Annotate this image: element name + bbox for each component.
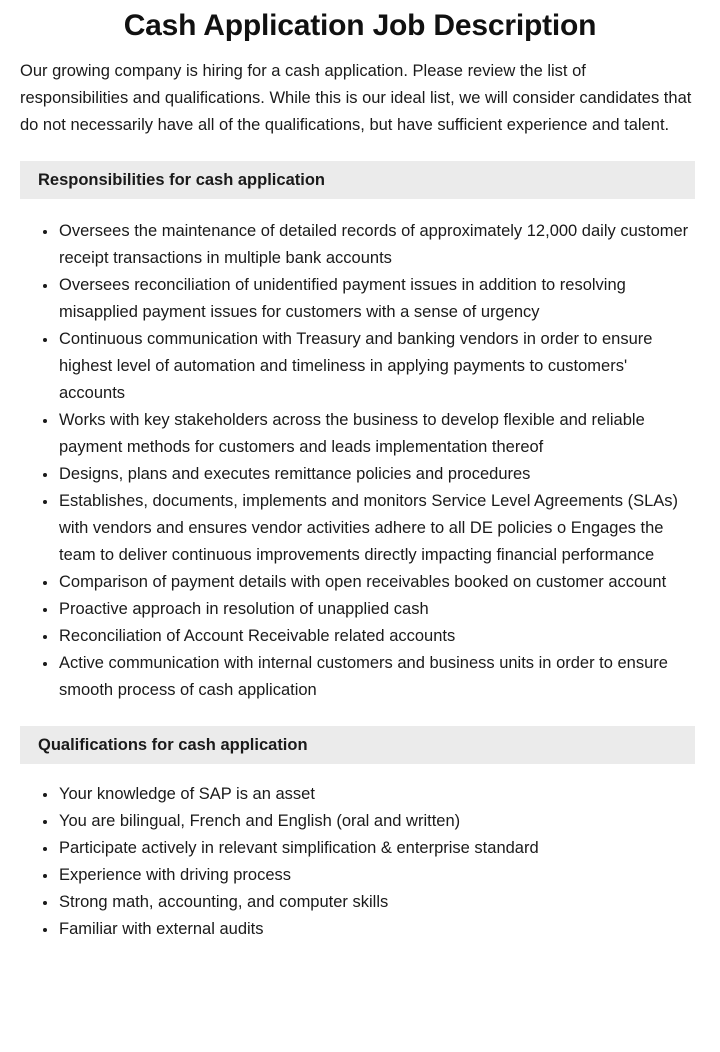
list-item: Works with key stakeholders across the business to develop flexible and reliable payment methods for customers and leads implementation thereof bbox=[0, 407, 720, 461]
qualifications-list bbox=[0, 781, 720, 943]
list-item: Comparison of payment details with open receivables booked on customer account bbox=[0, 569, 720, 596]
list-item: Proactive approach in resolution of unapplied cash bbox=[0, 596, 720, 623]
list-item: Oversees the maintenance of detailed records of approximately 12,000 daily customer receipt transactions in multiple bank accounts bbox=[0, 218, 720, 272]
list-item: Oversees reconciliation of unidentified payment issues in addition to resolving misapplied payment issues for customers with a sense of urgency bbox=[0, 272, 720, 326]
list-item: Reconciliation of Account Receivable related accounts bbox=[0, 623, 720, 650]
list-item: Participate actively in relevant simplification & enterprise standard bbox=[0, 835, 720, 862]
list-item: Your knowledge of SAP is an asset bbox=[0, 781, 720, 808]
list-item: Active communication with internal customers and business units in order to ensure smooth process of cash application bbox=[0, 650, 720, 704]
section-header-qualifications bbox=[20, 726, 695, 764]
list-item: Strong math, accounting, and computer skills bbox=[0, 889, 720, 916]
section-header-responsibilities bbox=[20, 161, 695, 199]
page-title: Cash Application Job Description bbox=[123, 9, 597, 42]
section-header-responsibilities-label: Responsibilities for cash application bbox=[38, 171, 325, 189]
list-item: Establishes, documents, implements and monitors Service Level Agreements (SLAs) with vendors and ensures vendor activities adhere to all DE policies o Engages the team to deliver continuous improvements directly impacting financial performance bbox=[0, 488, 720, 569]
list-item: Continuous communication with Treasury and banking vendors in order to ensure highest level of automation and timeliness in applying payments to customers' accounts bbox=[0, 326, 720, 407]
list-item: Familiar with external audits bbox=[0, 916, 720, 943]
list-item: You are bilingual, French and English (oral and written) bbox=[0, 808, 720, 835]
intro-paragraph: Our growing company is hiring for a cash application. Please review the list of responsibilities and qualifications. While this is our ideal list, we will consider candidates that do not necessarily have all of the qualifications, but have sufficient experience and talent. bbox=[20, 62, 692, 134]
list-item: Experience with driving process bbox=[0, 862, 720, 889]
section-header-qualifications-label: Qualifications for cash application bbox=[38, 736, 308, 754]
list-item: Designs, plans and executes remittance policies and procedures bbox=[0, 461, 720, 488]
responsibilities-list bbox=[0, 218, 720, 704]
